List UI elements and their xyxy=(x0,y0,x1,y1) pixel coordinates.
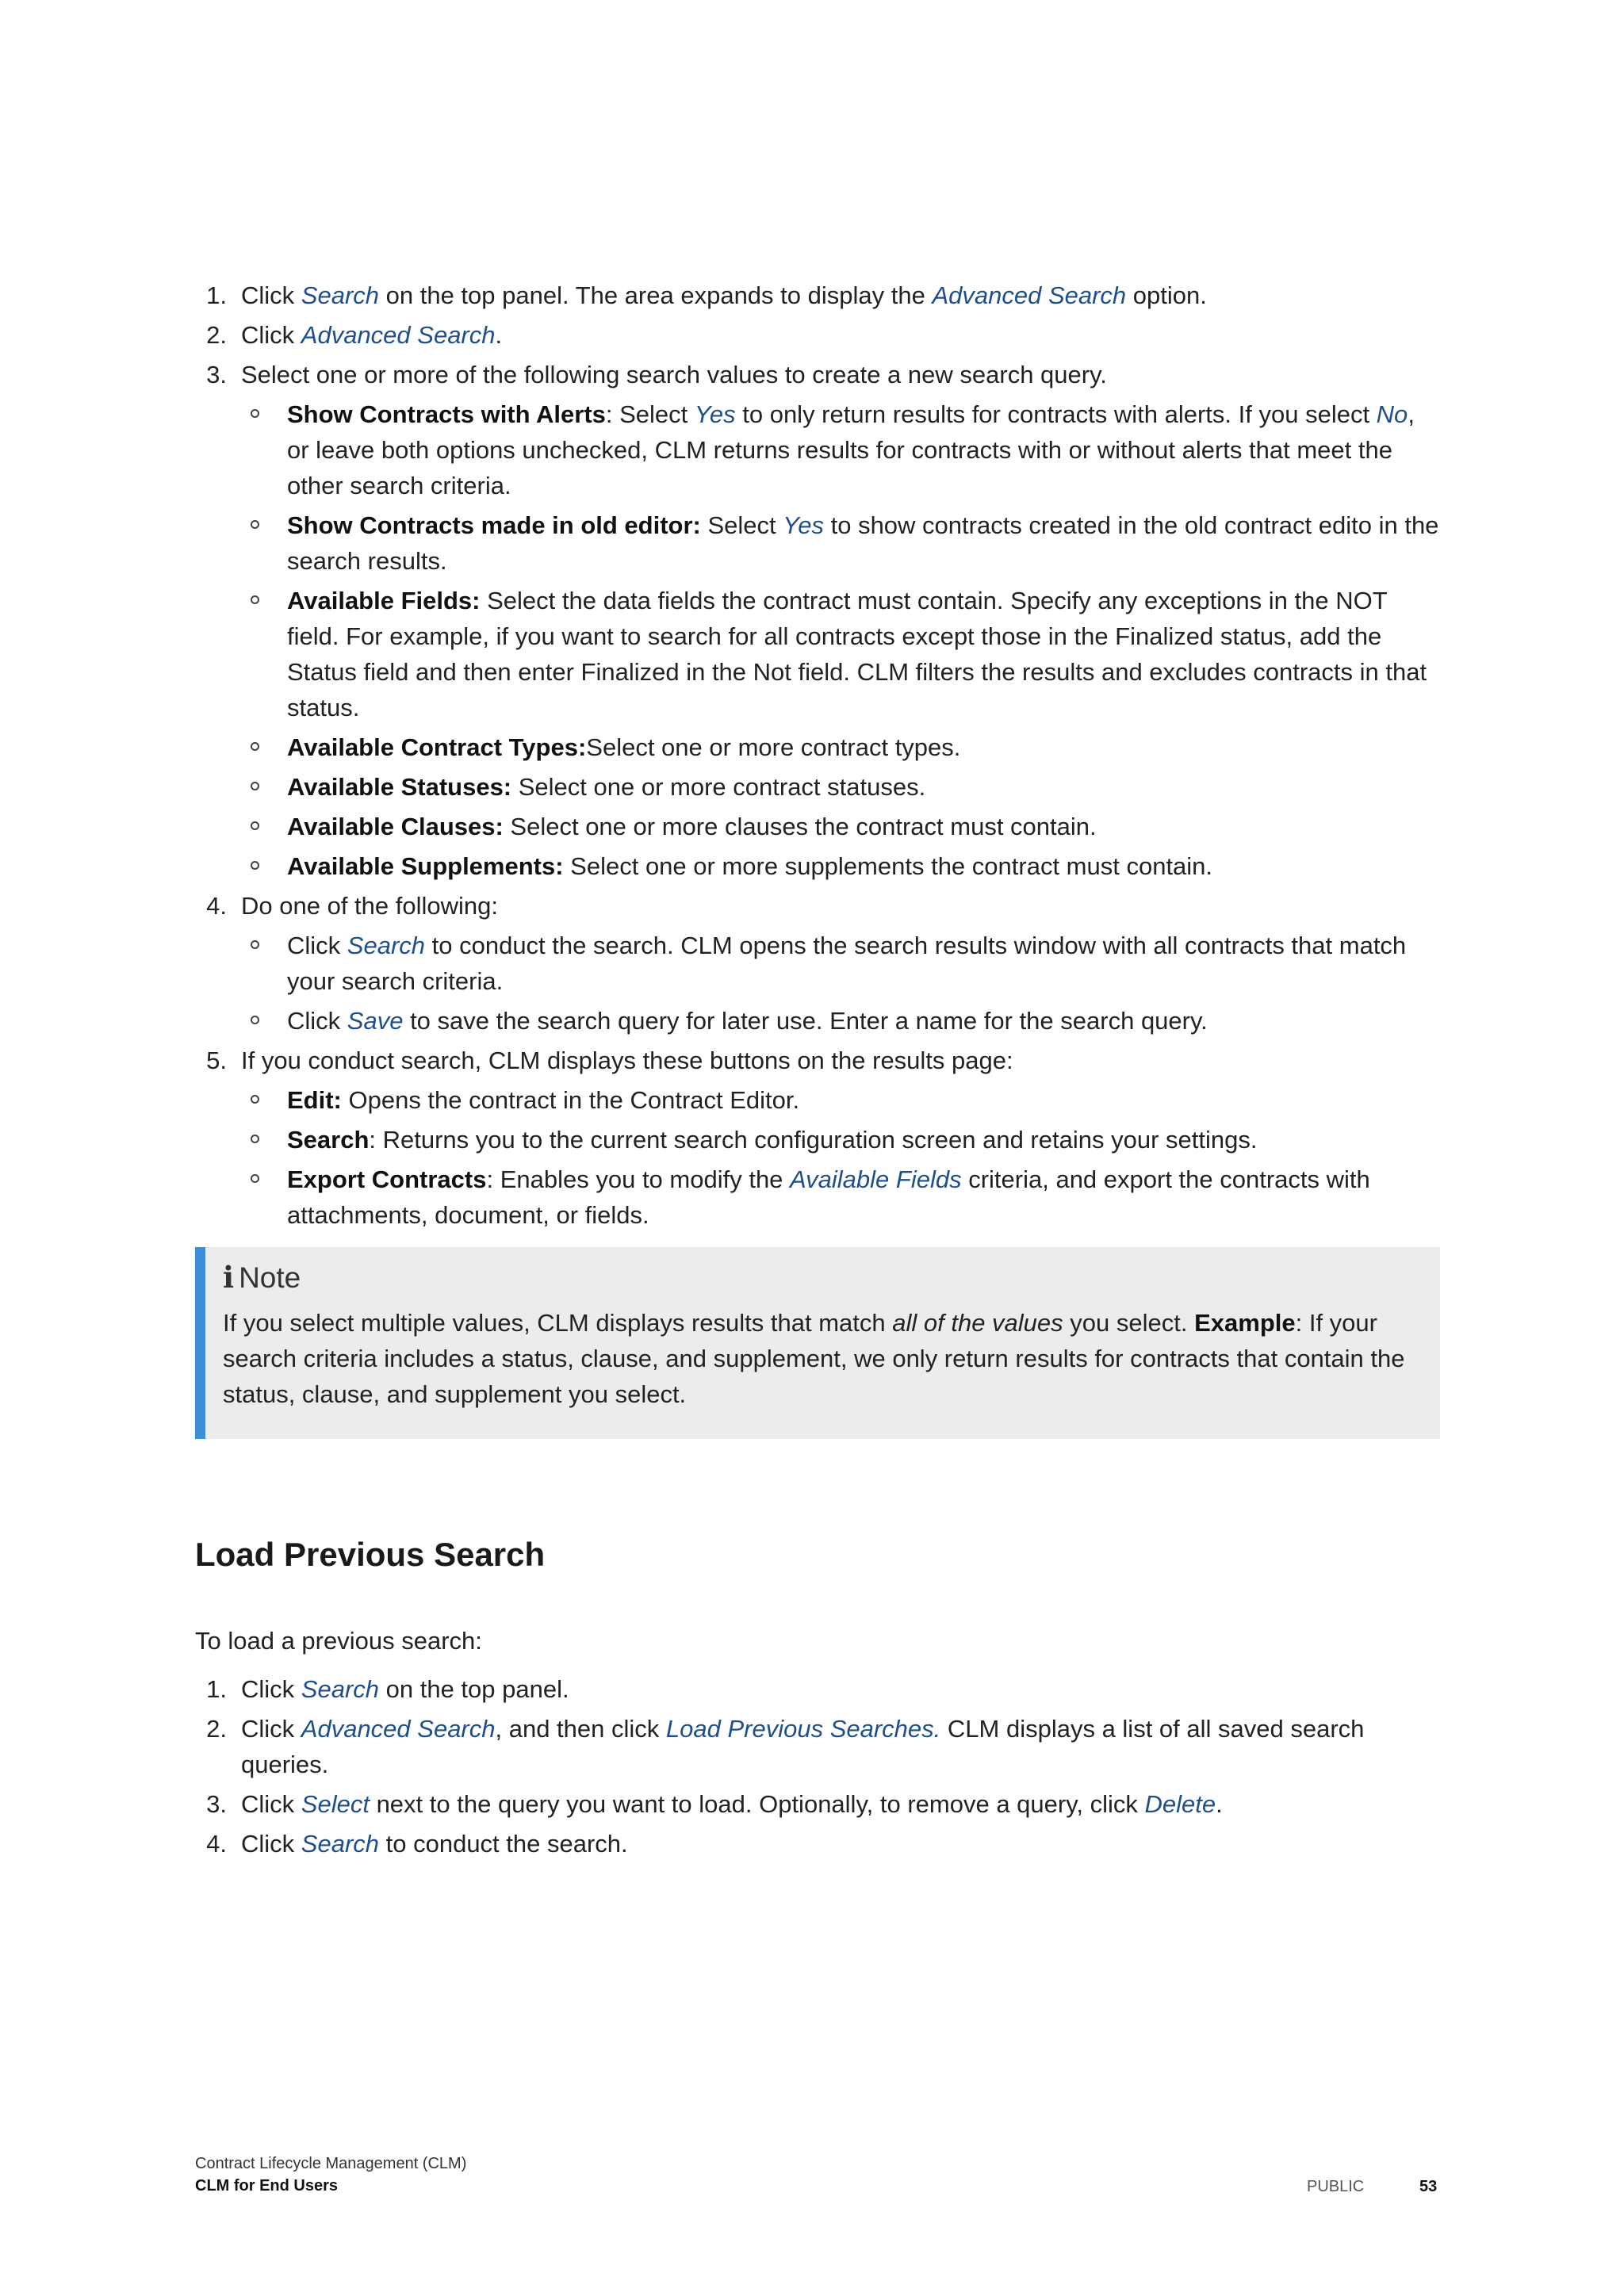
step-4: 4. Click Search to conduct the search. xyxy=(195,1826,1440,1862)
note-box xyxy=(195,1247,1440,1439)
search-values-list xyxy=(241,396,1440,884)
load-search-steps xyxy=(195,1671,1440,1862)
step-3: 3. Click Select next to the query you want to load. Optionally, to remove a query, click Delete. xyxy=(195,1786,1440,1822)
step-number: 5. xyxy=(206,1047,227,1074)
load-previous-searches-link[interactable]: Load Previous Searches. xyxy=(665,1715,941,1743)
advanced-search-link[interactable]: Advanced Search xyxy=(301,321,496,349)
circle-bullet-icon xyxy=(251,742,259,751)
step-number: 4. xyxy=(206,892,227,920)
step-number: 2. xyxy=(206,321,227,349)
step-5: 5. If you conduct search, CLM displays these buttons on the results page: Edit: Opens the contract in the Contract Editor. Search: Returns you to the current search configuration screen and retains your settings. Export Contracts: Enables you to modify the Available Fields criteria, and export the contracts with attachments, document, or fields. xyxy=(195,1043,1440,1233)
list-item: Show Contracts made in old editor: Select Yes to show contracts created in the old contract edito in the search results. xyxy=(241,507,1440,579)
search-link[interactable]: Search xyxy=(301,281,380,309)
circle-bullet-icon xyxy=(251,1135,259,1143)
circle-bullet-icon xyxy=(251,520,259,529)
step-1: 1. Click Search on the top panel. xyxy=(195,1671,1440,1707)
search-link[interactable]: Search xyxy=(301,1675,380,1703)
list-item: Available Statuses: Select one or more contract statuses. xyxy=(241,769,1440,805)
advanced-search-link[interactable]: Advanced Search xyxy=(301,1715,496,1743)
list-item: Available Contract Types:Select one or more contract types. xyxy=(241,729,1440,765)
step-number: 1. xyxy=(206,281,227,309)
circle-bullet-icon xyxy=(251,1174,259,1183)
search-link[interactable]: Search xyxy=(347,932,426,959)
yes-link[interactable]: Yes xyxy=(694,400,736,428)
step-2: 2. Click Advanced Search, and then click Load Previous Searches. CLM displays a list of all saved search queries. xyxy=(195,1711,1440,1782)
page-content xyxy=(195,277,1440,1866)
no-link[interactable]: No xyxy=(1376,400,1408,428)
page-number: 53 xyxy=(1419,2178,1438,2195)
delete-link[interactable]: Delete xyxy=(1144,1790,1216,1818)
circle-bullet-icon xyxy=(251,409,259,418)
step-1: 1. Click Search on the top panel. The area expands to display the Advanced Search option. xyxy=(195,277,1440,313)
step-number: 3. xyxy=(206,1790,227,1818)
footer-guide-title: CLM for End Users xyxy=(195,2177,339,2195)
options-list xyxy=(241,928,1440,1039)
list-item: Show Contracts with Alerts: Select Yes to only return results for contracts with alerts. If you select No, or leave both options unchecked, CLM returns results for contracts with or without alerts that meet the other search criteria. xyxy=(241,396,1440,503)
note-body: If you select multiple values, CLM displays results that match all of the values you select. Example: If your search criteria includes a status, clause, and supplement, we only return results for contracts that contain the status, clause, and supplement you select. xyxy=(223,1309,1405,1408)
list-item: Click Search to conduct the search. CLM opens the search results window with all contracts that match your search criteria. xyxy=(241,928,1440,999)
list-item: Export Contracts: Enables you to modify the Available Fields criteria, and export the contracts with attachments, document, or fields. xyxy=(241,1161,1440,1233)
footer-classification: PUBLIC xyxy=(1307,2178,1365,2195)
list-item: Available Supplements: Select one or more supplements the contract must contain. xyxy=(241,848,1440,884)
advanced-search-steps xyxy=(195,277,1440,1233)
circle-bullet-icon xyxy=(251,595,259,604)
yes-link[interactable]: Yes xyxy=(783,511,824,539)
step-2: 2. Click Advanced Search. xyxy=(195,317,1440,353)
footer-product-name: Contract Lifecycle Management (CLM) xyxy=(195,2155,467,2172)
search-link[interactable]: Search xyxy=(301,1830,380,1858)
step-3: 3. Select one or more of the following search values to create a new search query. Show Contracts with Alerts: Select Yes to only return results for contracts with alerts. If you select No, or leave both options unchecked, CLM returns results for contracts with or without alerts that meet the other search criteria. Show Contracts made in old editor: Select Yes to show contracts created in the old contract edito in the search results. Available Fields: Select the data fields the contract must contain. Specify any exceptions in the NOT field. For example, if you want to search for all contracts except those in the Finalized status, add the Status field and then enter Finalized in the Not field. CLM filters the results and excludes contracts in that status. Available Contract Types:Select one or more contract types. Available Statuses: Select one or more contract statuses. Available Clauses: Select one or more clauses the contract must contain. Available Supplements: Select one or more supplements the contract must contain. xyxy=(195,357,1440,884)
section-intro: To load a previous search: xyxy=(195,1627,482,1655)
step-4: 4. Do one of the following: Click Search to conduct the search. CLM opens the search results window with all contracts that match your search criteria. Click Save to save the search query for later use. Enter a name for the search query. xyxy=(195,888,1440,1039)
list-item: Search: Returns you to the current search configuration screen and retains your settings. xyxy=(241,1122,1440,1158)
list-item: Edit: Opens the contract in the Contract Editor. xyxy=(241,1082,1440,1118)
note-title: Note xyxy=(239,1261,301,1294)
footer-document-info xyxy=(195,2152,466,2197)
results-buttons-list xyxy=(241,1082,1440,1233)
circle-bullet-icon xyxy=(251,1016,259,1024)
circle-bullet-icon xyxy=(251,940,259,949)
info-icon: i xyxy=(223,1260,235,1295)
select-link[interactable]: Select xyxy=(301,1790,370,1818)
circle-bullet-icon xyxy=(251,1095,259,1104)
section-heading: Load Previous Search xyxy=(195,1536,546,1573)
circle-bullet-icon xyxy=(251,821,259,830)
circle-bullet-icon xyxy=(251,861,259,870)
circle-bullet-icon xyxy=(251,782,259,790)
list-item: Available Clauses: Select one or more clauses the contract must contain. xyxy=(241,809,1440,844)
step-number: 1. xyxy=(206,1675,227,1703)
list-item: Available Fields: Select the data fields the contract must contain. Specify any exceptions in the NOT field. For example, if you want to search for all contracts except those in the Finalized status, add the Status field and then enter Finalized in the Not field. CLM filters the results and excludes contracts in that status. xyxy=(241,583,1440,725)
step-number: 3. xyxy=(206,361,227,388)
list-item: Click Save to save the search query for later use. Enter a name for the search query. xyxy=(241,1003,1440,1039)
available-fields-link[interactable]: Available Fields xyxy=(790,1165,962,1193)
step-number: 2. xyxy=(206,1715,227,1743)
advanced-search-link[interactable]: Advanced Search xyxy=(932,281,1127,309)
step-number: 4. xyxy=(206,1830,227,1858)
save-link[interactable]: Save xyxy=(347,1007,404,1035)
note-header xyxy=(223,1255,1416,1300)
